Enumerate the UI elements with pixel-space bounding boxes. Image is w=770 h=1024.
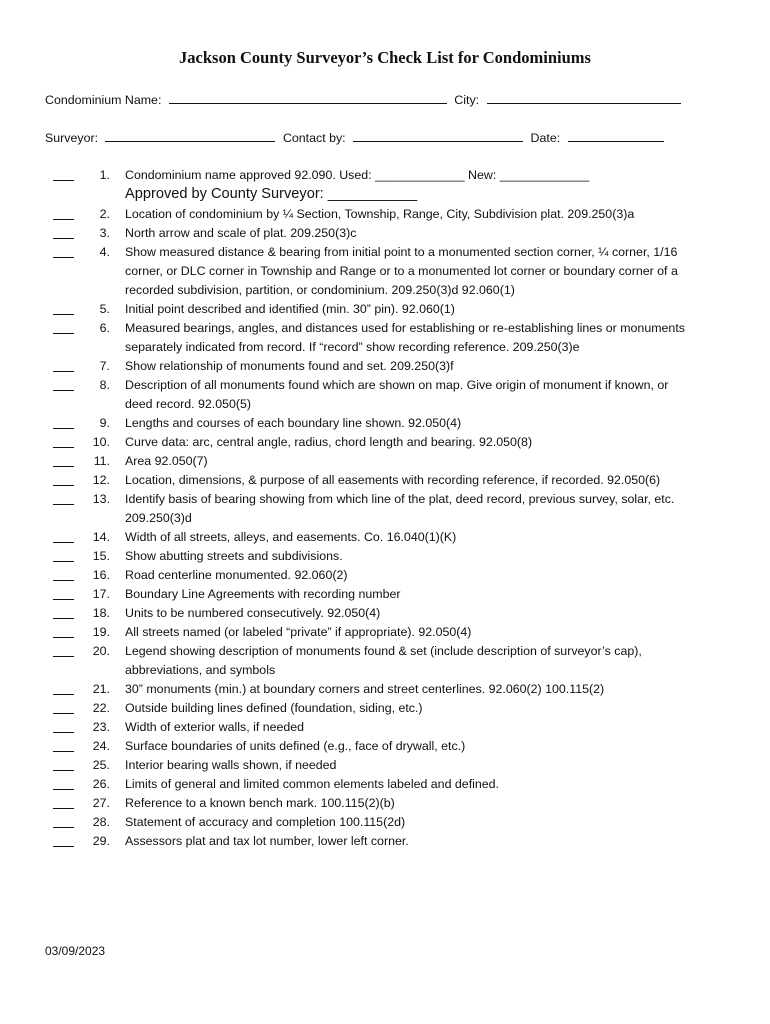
item-text: Interior bearing walls shown, if needed <box>125 758 337 772</box>
item-number: 18. <box>92 606 110 620</box>
item-text: Reference to a known bench mark. 100.115(2)(b) <box>125 796 395 810</box>
check-blank[interactable] <box>53 789 74 790</box>
item-text: Show abutting streets and subdivisions. <box>125 549 343 563</box>
item-number: 15. <box>92 549 110 563</box>
footer-date: 03/09/2023 <box>45 944 106 958</box>
item-number: 25. <box>92 758 110 772</box>
item-text: Width of all streets, alleys, and easements. Co. 16.040(1)(K) <box>125 530 457 544</box>
check-blank[interactable] <box>53 637 74 638</box>
checklist-item <box>0 471 770 490</box>
checklist-item <box>0 414 770 433</box>
surveyor-label: Surveyor: <box>45 131 99 145</box>
surveyor-row <box>45 129 668 145</box>
item-text: Location of condominium by ¼ Section, Township, Range, City, Subdivision plat. 209.250(3)a <box>125 207 635 221</box>
item-text: Statement of accuracy and completion 100.115(2d) <box>125 815 406 829</box>
surveyor-field[interactable] <box>105 129 275 142</box>
checklist-item <box>0 300 770 319</box>
check-blank[interactable] <box>53 599 74 600</box>
item-text: Road centerline monumented. 92.060(2) <box>125 568 348 582</box>
item-number: 10. <box>92 435 110 449</box>
check-blank[interactable] <box>53 314 74 315</box>
check-blank[interactable] <box>53 219 74 220</box>
item-number: 4. <box>99 245 110 259</box>
checklist-item <box>0 566 770 585</box>
item-text: Assessors plat and tax lot number, lower left corner. <box>125 834 409 848</box>
item-text: Width of exterior walls, if needed <box>125 720 305 734</box>
check-blank[interactable] <box>53 827 74 828</box>
item-number: 26. <box>92 777 110 791</box>
item-text: Curve data: arc, central angle, radius, chord length and bearing. 92.050(8) <box>125 435 533 449</box>
condo-name-row <box>45 91 685 107</box>
item-text: Show relationship of monuments found and set. 209.250(3)f <box>125 359 454 373</box>
item-text: Condominium name approved 92.090. Used: _____________ New: _____________ <box>125 168 590 182</box>
checklist-item <box>0 680 770 699</box>
check-blank[interactable] <box>53 808 74 809</box>
check-blank[interactable] <box>53 447 74 448</box>
check-blank[interactable] <box>53 180 74 181</box>
checklist-item <box>0 166 770 185</box>
checklist-item <box>0 243 770 300</box>
city-label: City: <box>454 93 480 107</box>
item-text: All streets named (or labeled “private” if appropriate). 92.050(4) <box>125 625 472 639</box>
item-number: 21. <box>92 682 110 696</box>
checklist-item <box>0 433 770 452</box>
item-text: Description of all monuments found which are shown on map. Give origin of monument if known, or deed record. 92.050(5) <box>125 378 669 411</box>
checklist-item <box>0 813 770 832</box>
item-number: 24. <box>92 739 110 753</box>
checklist-item <box>0 585 770 604</box>
date-label: Date: <box>530 131 561 145</box>
item-number: 14. <box>92 530 110 544</box>
item-text: Outside building lines defined (foundation, siding, etc.) <box>125 701 423 715</box>
city-field[interactable] <box>487 91 681 104</box>
item-text: 30” monuments (min.) at boundary corners and street centerlines. 92.060(2) 100.115(2) <box>125 682 605 696</box>
check-blank[interactable] <box>53 751 74 752</box>
item-number: 27. <box>92 796 110 810</box>
item-text: Initial point described and identified (min. 30” pin). 92.060(1) <box>125 302 455 316</box>
condo-name-field[interactable] <box>169 91 447 104</box>
checklist-item <box>0 547 770 566</box>
item-text: Measured bearings, angles, and distances used for establishing or re-establishing lines or monuments separately indicated from record. If “record” show recording reference. 209.250(3)e <box>125 321 685 354</box>
item-text: Units to be numbered consecutively. 92.050(4) <box>125 606 381 620</box>
check-blank[interactable] <box>53 713 74 714</box>
checklist-item <box>0 699 770 718</box>
item-number: 5. <box>99 302 110 316</box>
item-text: Area 92.050(7) <box>125 454 208 468</box>
item-number: 12. <box>92 473 110 487</box>
item-number: 19. <box>92 625 110 639</box>
check-blank[interactable] <box>53 618 74 619</box>
check-blank[interactable] <box>53 371 74 372</box>
check-blank[interactable] <box>53 485 74 486</box>
check-blank[interactable] <box>53 428 74 429</box>
item-number: 11. <box>93 454 110 468</box>
item-text: Legend showing description of monuments found & set (include description of surveyor’s cap), abbreviations, and symbols <box>125 644 642 677</box>
check-blank[interactable] <box>53 542 74 543</box>
item-number: 16. <box>92 568 110 582</box>
checklist-item <box>0 528 770 547</box>
item-number: 28. <box>92 815 110 829</box>
item-text: Limits of general and limited common elements labeled and defined. <box>125 777 500 791</box>
item-number: 13. <box>92 492 110 506</box>
checklist-item <box>0 718 770 737</box>
item-number: 22. <box>92 701 110 715</box>
item-number: 17. <box>92 587 110 601</box>
item-number: 20. <box>92 644 110 658</box>
checklist-item <box>0 756 770 775</box>
check-blank[interactable] <box>53 333 74 334</box>
checklist-item <box>0 452 770 471</box>
item-text: Surface boundaries of units defined (e.g., face of drywall, etc.) <box>125 739 466 753</box>
checklist-item <box>0 623 770 642</box>
contact-field[interactable] <box>353 129 523 142</box>
check-blank[interactable] <box>53 846 74 847</box>
check-blank[interactable] <box>53 466 74 467</box>
check-blank[interactable] <box>53 656 74 657</box>
item-number: 23. <box>92 720 110 734</box>
item-text: North arrow and scale of plat. 209.250(3)c <box>125 226 357 240</box>
item-text: Boundary Line Agreements with recording number <box>125 587 401 601</box>
checklist-item <box>0 376 770 414</box>
item-text: Location, dimensions, & purpose of all easements with recording reference, if recorded. 92.050(6) <box>125 473 661 487</box>
date-field[interactable] <box>568 129 664 142</box>
checklist-item <box>0 775 770 794</box>
check-blank[interactable] <box>53 257 74 258</box>
document-title: Jackson County Surveyor’s Check List for Condominiums <box>179 48 591 67</box>
checklist <box>0 166 770 851</box>
check-blank[interactable] <box>53 770 74 771</box>
condo-name-label: Condominium Name: <box>45 93 162 107</box>
contact-label: Contact by: <box>282 131 346 145</box>
checklist-item <box>0 737 770 756</box>
item-number: 29. <box>92 834 110 848</box>
checklist-item <box>0 490 770 528</box>
check-blank[interactable] <box>53 561 74 562</box>
check-blank[interactable] <box>53 694 74 695</box>
item-text: Show measured distance & bearing from initial point to a monumented section corner, ¼ corner, 1/16 corner, or DLC corner in Township and Range or to a monumented lot corner or boundary corner of a recorded subdivision, partition, or condominium. 209.250(3)d 92.060(1) <box>125 245 678 297</box>
checklist-item <box>0 224 770 243</box>
approved-by-surveyor: Approved by County Surveyor: ___________ <box>125 186 418 202</box>
checklist-item <box>0 794 770 813</box>
checklist-item <box>0 205 770 224</box>
checklist-item <box>0 604 770 623</box>
item-number: 3. <box>99 226 110 240</box>
item-number: 7. <box>99 359 110 373</box>
checklist-item <box>0 832 770 851</box>
checklist-item <box>0 357 770 376</box>
item-text: Lengths and courses of each boundary line shown. 92.050(4) <box>125 416 462 430</box>
checklist-item <box>0 642 770 680</box>
item-number: 2. <box>99 207 110 221</box>
check-blank[interactable] <box>53 580 74 581</box>
check-blank[interactable] <box>53 390 74 391</box>
item-text: Identify basis of bearing showing from which line of the plat, deed record, previous survey, solar, etc. 209.250(3)d <box>125 492 675 525</box>
item-number: 1. <box>99 168 110 182</box>
check-blank[interactable] <box>53 732 74 733</box>
check-blank[interactable] <box>53 238 74 239</box>
item-number: 6. <box>99 321 110 335</box>
check-blank[interactable] <box>53 504 74 505</box>
item-number: 9. <box>99 416 110 430</box>
checklist-item <box>0 319 770 357</box>
item-number: 8. <box>99 378 110 392</box>
